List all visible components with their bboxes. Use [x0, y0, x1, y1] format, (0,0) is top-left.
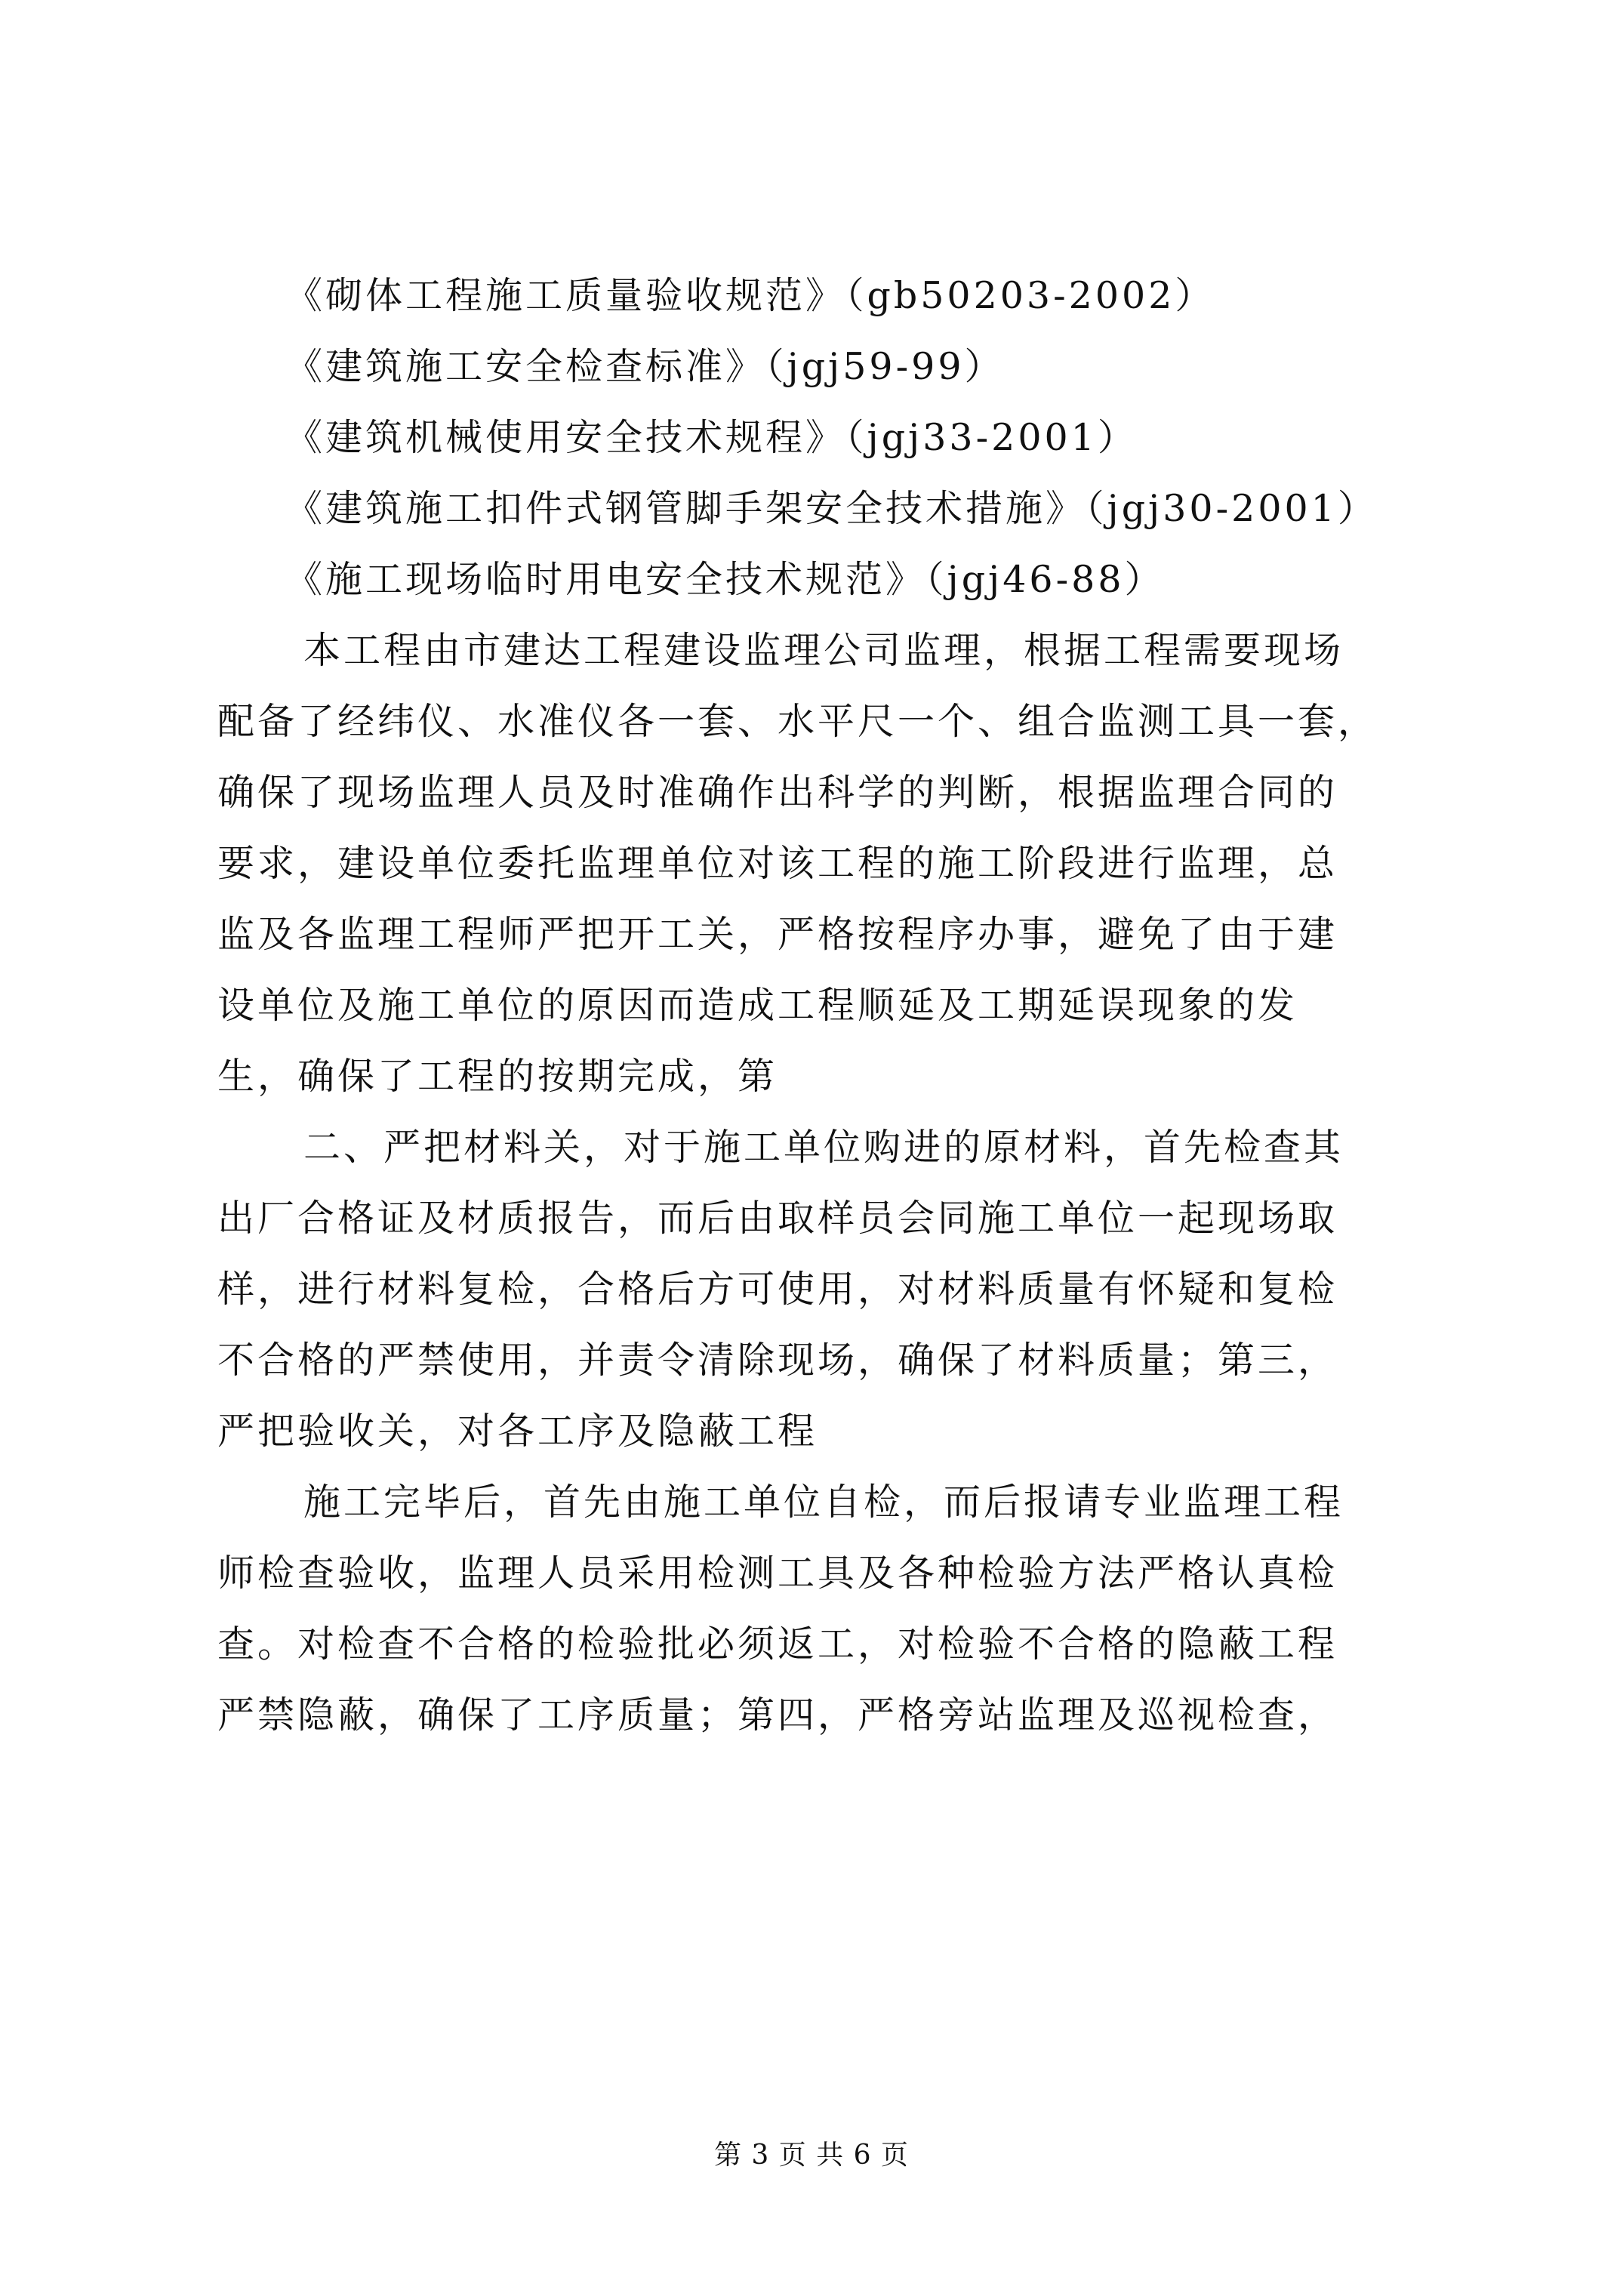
- paragraph-line: 严把验收关，对各工序及隐蔽工程: [217, 1410, 818, 1453]
- paragraph-line: 施工完毕后，首先由施工单位自检，而后报请专业监理工程: [303, 1481, 1344, 1524]
- paragraph-line: 确保了现场监理人员及时准确作出科学的判断，根据监理合同的: [217, 771, 1338, 814]
- paragraph-line: 监及各监理工程师严把开工关，严格按程序办事，避免了由于建: [217, 913, 1338, 956]
- paragraph-line: 生，确保了工程的按期完成，第: [217, 1055, 778, 1098]
- paragraph-line: 不合格的严禁使用，并责令清除现场，确保了材料质量；第三，: [217, 1339, 1338, 1382]
- document-body: [217, 260, 1433, 1751]
- reference-item: 《建筑施工安全检查标准》（jgj59-99）: [285, 345, 1005, 388]
- paragraph-line: 查。对检查不合格的检验批必须返工，对检验不合格的隐蔽工程: [217, 1623, 1338, 1666]
- paragraph-line: 样，进行材料复检，合格后方可使用，对材料质量有怀疑和复检: [217, 1268, 1338, 1311]
- paragraph-line: 设单位及施工单位的原因而造成工程顺延及工期延误现象的发: [217, 984, 1298, 1027]
- paragraph-line: 二、严把材料关，对于施工单位购进的原材料，首先检查其: [303, 1126, 1344, 1169]
- paragraph-line: 配备了经纬仪、水准仪各一套、水平尺一个、组合监测工具一套，: [217, 700, 1378, 743]
- paragraph-line: 本工程由市建达工程建设监理公司监理，根据工程需要现场: [303, 629, 1344, 672]
- paragraph-line: 严禁隐蔽，确保了工序质量；第四，严格旁站监理及巡视检查，: [217, 1693, 1338, 1737]
- paragraph-line: 要求，建设单位委托监理单位对该工程的施工阶段进行监理，总: [217, 842, 1338, 885]
- paragraph-line: 师检查验收，监理人员采用检测工具及各种检验方法严格认真检: [217, 1552, 1338, 1595]
- reference-item: 《砌体工程施工质量验收规范》（gb50203-2002）: [285, 274, 1215, 317]
- paragraph-line: 出厂合格证及材质报告，而后由取样员会同施工单位一起现场取: [217, 1197, 1338, 1240]
- page-number-footer: 第 3 页 共 6 页: [713, 2140, 910, 2171]
- reference-item: 《建筑施工扣件式钢管脚手架安全技术措施》（jgj30-2001）: [285, 487, 1378, 530]
- reference-item: 《建筑机械使用安全技术规程》（jgj33-2001）: [285, 416, 1138, 459]
- reference-item: 《施工现场临时用电安全技术规范》（jgj46-88）: [285, 558, 1165, 601]
